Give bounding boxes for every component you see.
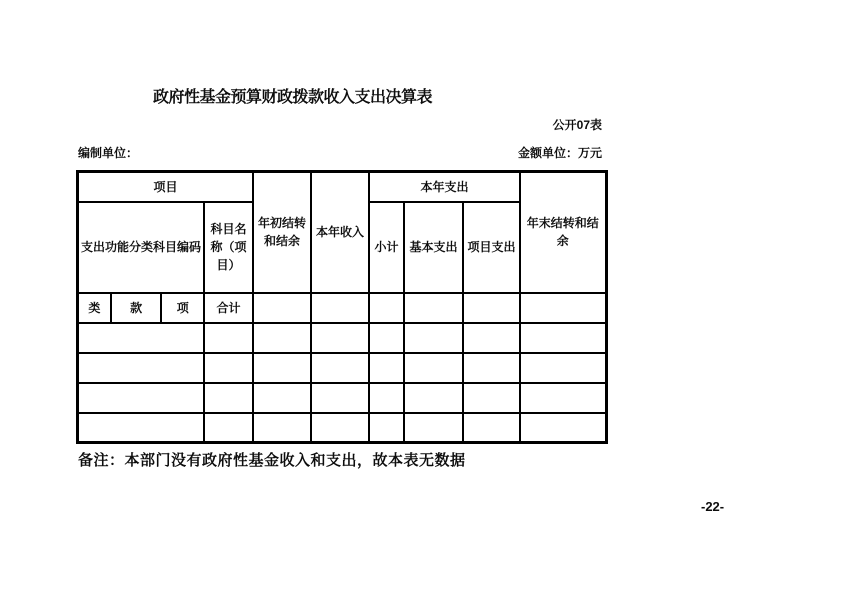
total-row: [78, 293, 607, 323]
budget-table: [76, 170, 608, 444]
empty-basic-expense-cell: [404, 323, 463, 353]
empty-code-cell: [78, 413, 205, 443]
total-income-cell: [311, 293, 369, 323]
empty-income-cell: [311, 383, 369, 413]
empty-subject-cell: [204, 383, 253, 413]
empty-subtotal-cell: [369, 323, 404, 353]
header-item: 项: [161, 293, 204, 323]
page-number: -22-: [701, 499, 725, 514]
header-section: 款: [111, 293, 162, 323]
header-subject-name: 科目名称（项目）: [204, 202, 253, 293]
header-current-year-income: 本年收入: [311, 172, 369, 293]
header-item-group: 项目: [78, 172, 254, 202]
empty-basic-expense-cell: [404, 353, 463, 383]
table-row: [78, 353, 607, 383]
empty-subject-cell: [204, 413, 253, 443]
total-end-balance-cell: [520, 293, 606, 323]
header-row-1: [78, 172, 607, 202]
empty-code-cell: [78, 383, 205, 413]
header-project-expense: 项目支出: [463, 202, 520, 293]
header-subtotal: 小计: [369, 202, 404, 293]
compile-unit-label: 编制单位：: [78, 146, 139, 160]
note-text: 备注：本部门没有政府性基金收入和支出，故本表无数据: [78, 452, 466, 469]
empty-begin-balance-cell: [253, 323, 311, 353]
table-row: [78, 383, 607, 413]
table-row: [78, 323, 607, 353]
table-code-label: 公开07表: [552, 118, 602, 132]
empty-begin-balance-cell: [253, 413, 311, 443]
total-project-expense-cell: [463, 293, 520, 323]
empty-subject-cell: [204, 353, 253, 383]
empty-income-cell: [311, 323, 369, 353]
empty-income-cell: [311, 413, 369, 443]
header-year-end-balance: 年末结转和结余: [520, 172, 606, 293]
empty-subject-cell: [204, 323, 253, 353]
empty-basic-expense-cell: [404, 383, 463, 413]
empty-subtotal-cell: [369, 353, 404, 383]
header-expense-function-code: 支出功能分类科目编码: [78, 202, 205, 293]
total-basic-expense-cell: [404, 293, 463, 323]
empty-basic-expense-cell: [404, 413, 463, 443]
empty-project-expense-cell: [463, 413, 520, 443]
page-title: 政府性基金预算财政拨款收入支出决算表: [153, 89, 433, 106]
empty-end-balance-cell: [520, 353, 606, 383]
empty-subtotal-cell: [369, 413, 404, 443]
empty-subtotal-cell: [369, 383, 404, 413]
total-begin-balance-cell: [253, 293, 311, 323]
empty-code-cell: [78, 353, 205, 383]
header-basic-expense: 基本支出: [404, 202, 463, 293]
table-row: [78, 413, 607, 443]
empty-end-balance-cell: [520, 413, 606, 443]
empty-income-cell: [311, 353, 369, 383]
empty-code-cell: [78, 323, 205, 353]
empty-project-expense-cell: [463, 323, 520, 353]
total-row-label: 合计: [204, 293, 253, 323]
header-current-year-expense-group: 本年支出: [369, 172, 520, 202]
empty-project-expense-cell: [463, 353, 520, 383]
total-subtotal-cell: [369, 293, 404, 323]
empty-begin-balance-cell: [253, 383, 311, 413]
header-class: 类: [78, 293, 111, 323]
empty-project-expense-cell: [463, 383, 520, 413]
empty-begin-balance-cell: [253, 353, 311, 383]
empty-end-balance-cell: [520, 383, 606, 413]
empty-end-balance-cell: [520, 323, 606, 353]
amount-unit-label: 金额单位：万元: [517, 146, 602, 160]
header-year-begin-balance: 年初结转和结余: [253, 172, 311, 293]
